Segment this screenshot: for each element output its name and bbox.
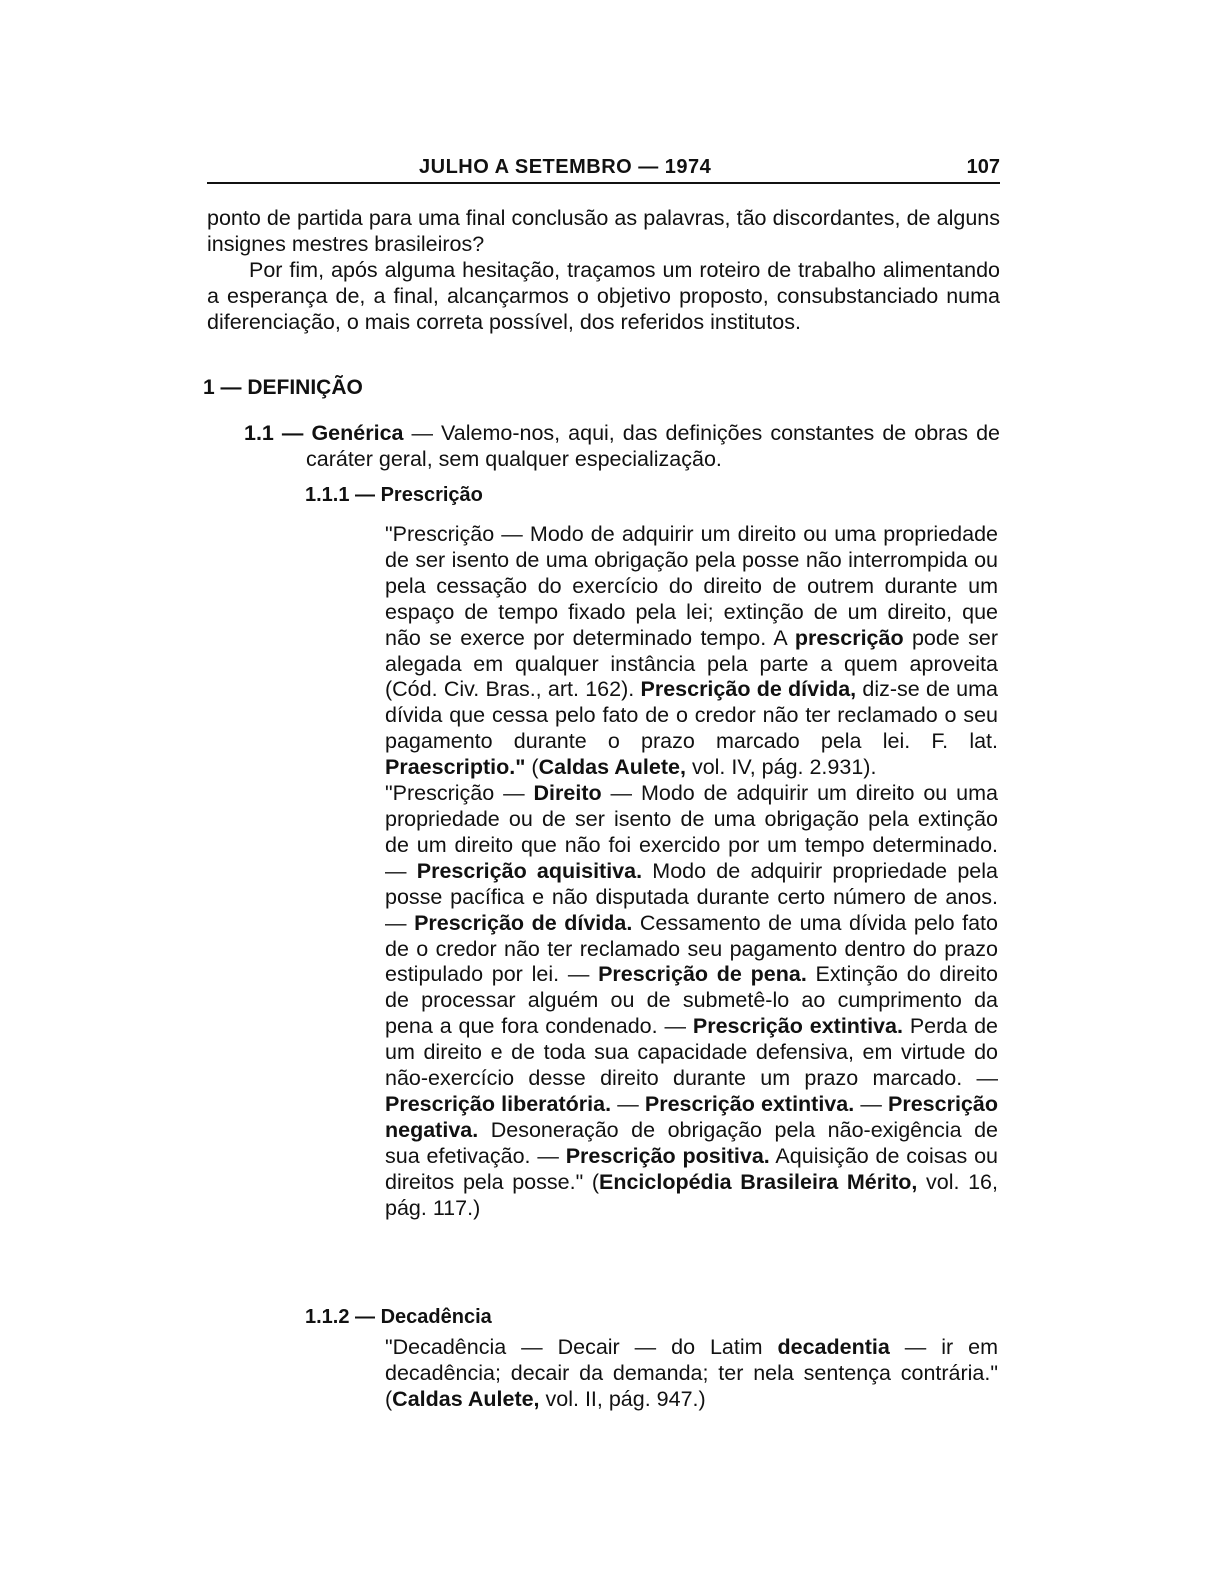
subsection-number: 1.1 — bbox=[244, 421, 304, 445]
decadencia-quote-block bbox=[385, 1334, 998, 1412]
quote-caldas-aulete bbox=[385, 522, 998, 781]
subsection-generica-paragraph bbox=[244, 420, 1000, 472]
quote-bold: Prescrição extintiva. bbox=[644, 1091, 855, 1116]
prescricao-quotes bbox=[385, 522, 998, 1221]
subsection-title: Genérica bbox=[311, 421, 404, 445]
heading-decadencia: 1.1.2 — Decadência bbox=[305, 1306, 492, 1328]
quote-text: pode ser alegada em qualquer instância pela parte a quem aproveita (Cód. Civ. Bras., art. 162). bbox=[385, 625, 998, 702]
intro-section bbox=[207, 205, 1000, 335]
quote-bold: Caldas Aulete, bbox=[392, 1387, 540, 1411]
quote-text: vol. IV, pág. 2.931). bbox=[685, 755, 877, 780]
heading-prescricao: 1.1.1 — Prescrição bbox=[305, 484, 483, 506]
quote-text: diz-se de uma dívida que cessa pelo fato de o credor não ter reclamado o seu pagamento durante o prazo marcado pela lei. F. lat. bbox=[385, 677, 998, 754]
quote-decadencia bbox=[385, 1334, 998, 1412]
subsection-text: — Valemo-nos, aqui, das definições constantes de obras de caráter geral, sem qualquer especialização. bbox=[306, 421, 1000, 471]
quote-enciclopedia-merito bbox=[385, 781, 998, 1221]
quote-text: vol. 16, pág. 117.) bbox=[385, 1169, 998, 1220]
quote-text: "Prescrição — bbox=[385, 781, 534, 806]
quote-bold: Caldas Aulete, bbox=[538, 755, 686, 780]
intro-paragraph-1: ponto de partida para uma final conclusão as palavras, tão discordantes, de alguns insignes mestres brasileiros? bbox=[207, 206, 1000, 256]
quote-bold: decadentia bbox=[777, 1335, 890, 1359]
quote-bold: Praescriptio." bbox=[385, 755, 526, 780]
quote-bold: Prescrição extintiva. bbox=[692, 1014, 903, 1039]
quote-text: — bbox=[611, 1091, 645, 1116]
quote-text: Desoneração de obrigação pela não-exigência de sua efetivação. — bbox=[385, 1117, 998, 1168]
quote-bold: Prescrição negativa. bbox=[385, 1091, 998, 1142]
quote-text: — ir em decadência; decair da demanda; ter nela sentença contrária." ( bbox=[385, 1335, 998, 1411]
section-heading-definicao: 1 — DEFINIÇÃO bbox=[203, 376, 363, 399]
quote-bold: Prescrição aquisitiva. bbox=[416, 858, 643, 883]
quote-text: — bbox=[854, 1091, 889, 1116]
quote-text: "Prescrição — Modo de adquirir um direito ou uma propriedade de ser isento de uma obrigação pela posse não interrompida ou pela cessação do exercício do direito de outrem durante um espaço de tempo fixado pela lei; extinção de um direito, que não se exerce por determinado tempo. A bbox=[385, 522, 998, 650]
quote-text: — Modo de adquirir um direito ou uma propriedade ou de ser isento de uma obrigação pela extinção de um direito que não foi exercido por um tempo determinado. — bbox=[385, 781, 998, 883]
quote-text: Perda de um direito e de toda sua capacidade defensiva, em virtude do não-exercício desse direito durante um prazo marcado. — bbox=[385, 1014, 999, 1091]
quote-bold: Enciclopédia Brasileira Mérito, bbox=[599, 1169, 918, 1194]
quote-text: Cessamento de uma dívida pelo fato de o credor não ter reclamado seu pagamento dentro do prazo estipulado por lei. — bbox=[385, 910, 998, 987]
quote-text: Extinção do direito de processar alguém ou de submetê-lo ao cumprimento da pena a que fora condenado. — bbox=[385, 962, 998, 1039]
quote-bold: Prescrição liberatória. bbox=[385, 1091, 612, 1116]
quote-bold: Prescrição de pena. bbox=[598, 962, 807, 987]
quote-bold: Prescrição de dívida. bbox=[414, 910, 633, 935]
quote-text: ( bbox=[525, 755, 539, 780]
quote-text: "Decadência — Decair — do Latim bbox=[385, 1335, 778, 1359]
intro-paragraph-2: Por fim, após alguma hesitação, traçamos um roteiro de trabalho alimentando a esperança de, a final, alcançarmos o objetivo proposto, consubstanciado numa diferenciação, o mais correta possível, dos referidos institutos. bbox=[207, 258, 1000, 334]
running-title: JULHO A SETEMBRO — 1974 bbox=[419, 156, 712, 178]
quote-bold: prescrição bbox=[794, 625, 904, 650]
quote-bold: Direito bbox=[533, 781, 602, 806]
quote-text: vol. II, pág. 947.) bbox=[539, 1387, 706, 1411]
quote-bold: Prescrição de dívida, bbox=[640, 677, 857, 702]
quote-bold: Prescrição positiva. bbox=[565, 1143, 770, 1168]
running-header bbox=[207, 152, 1000, 184]
page-number: 107 bbox=[966, 156, 1000, 178]
subsection-generica bbox=[244, 420, 1000, 472]
quote-text: Modo de adquirir propriedade pela posse pacífica e não disputada durante certo número de anos. — bbox=[385, 858, 998, 935]
quote-text: Aquisição de coisas ou direitos pela posse." ( bbox=[385, 1143, 998, 1194]
